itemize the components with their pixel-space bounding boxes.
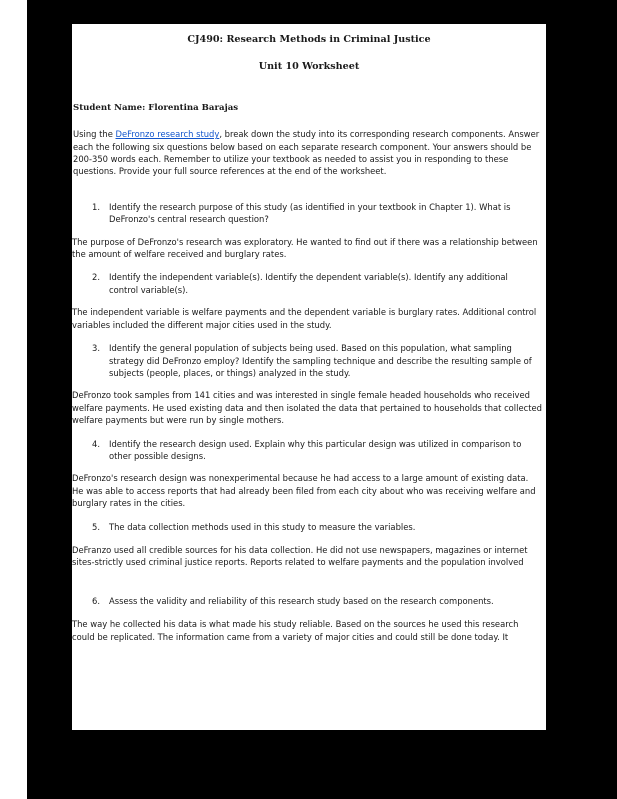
question-item bbox=[72, 521, 546, 533]
intro-text-before: Using the bbox=[73, 129, 116, 140]
question-text: Identify the research purpose of this study (as identified in your textbook in Chapter 1). What is DeFronzo's central research question? bbox=[109, 201, 511, 225]
student-name-line bbox=[73, 102, 546, 114]
answer-paragraph: The purpose of DeFronzo's research was exploratory. He wanted to find out if there was a relationship between the amount of welfare received and burglary rates. bbox=[72, 236, 538, 260]
answer-paragraph: The way he collected his data is what made his study reliable. Based on the sources he used this research could be replicated. The information came from a variety of major cities and could still be done today. It bbox=[72, 619, 519, 642]
question-text: Identify the independent variable(s). Identify the dependent variable(s). Identify any additional control variable(s). bbox=[109, 272, 508, 295]
answer-paragraph: The independent variable is welfare payments and the dependent variable is burglary rates. Additional control variables included the different major cities used in the study. bbox=[72, 307, 537, 330]
question-number: 5. bbox=[92, 521, 100, 532]
student-label: Student Name: bbox=[73, 102, 146, 113]
instructions-paragraph bbox=[73, 128, 546, 178]
question-item bbox=[72, 438, 546, 463]
document-page bbox=[72, 24, 546, 730]
course-title: CJ490: Research Methods in Criminal Justice bbox=[187, 34, 431, 45]
question-number: 2. bbox=[92, 272, 100, 283]
worksheet-title: Unit 10 Worksheet bbox=[258, 61, 360, 73]
question-item bbox=[72, 342, 546, 379]
question-item bbox=[72, 271, 546, 296]
question-text: Assess the validity and reliability of this research study based on the research components. bbox=[109, 595, 494, 606]
answer-paragraph: DeFronzo took samples from 141 cities and was interested in single female headed households who received welfare payments. He used existing data and then isolated the data that pertained to households that collected welfare payments but were run by single mothers. bbox=[72, 390, 542, 426]
answer-paragraph: DeFronzo's research design was nonexperimental because he had access to a large amount of existing data. He was able to access reports that had already been filed from each city about who was receiving welfare and burglary rates in the cities. bbox=[72, 473, 536, 509]
question-number: 3. bbox=[92, 343, 100, 354]
question-text: Identify the general population of subjects being used. Based on this population, what sampling strategy did DeFronzo employ? Identify the sampling technique and describe the resulting sample of subjects (people, places, or things) analyzed in the study. bbox=[109, 343, 532, 378]
student-name: Florentina Barajas bbox=[148, 102, 239, 113]
question-list bbox=[72, 201, 546, 643]
question-text: Identify the research design used. Explain why this particular design was utilized in comparison to other possible designs. bbox=[109, 438, 522, 461]
question-number: 4. bbox=[92, 438, 100, 449]
question-number: 6. bbox=[92, 595, 100, 606]
question-item bbox=[72, 595, 546, 607]
question-text: The data collection methods used in this study to measure the variables. bbox=[109, 521, 416, 532]
question-number: 1. bbox=[92, 201, 100, 212]
intro-text-after: , break down the study into its corresponding research components. Answer each the following six questions below based on each separate research component. Your answers should be 200-350 words each. Remember to utilize your textbook as needed to assist you in responding to these questions. Provide your full source references at the end of the worksheet. bbox=[73, 129, 540, 177]
page-edge-strip bbox=[0, 0, 27, 799]
question-item bbox=[72, 201, 546, 226]
answer-paragraph: DeFranzo used all credible sources for his data collection. He did not use newspapers, magazines or internet sites-strictly used criminal justice reports. Reports related to welfare payments and the population involved bbox=[72, 544, 528, 568]
defronzo-study-link[interactable]: DeFronzo research study bbox=[115, 129, 220, 140]
